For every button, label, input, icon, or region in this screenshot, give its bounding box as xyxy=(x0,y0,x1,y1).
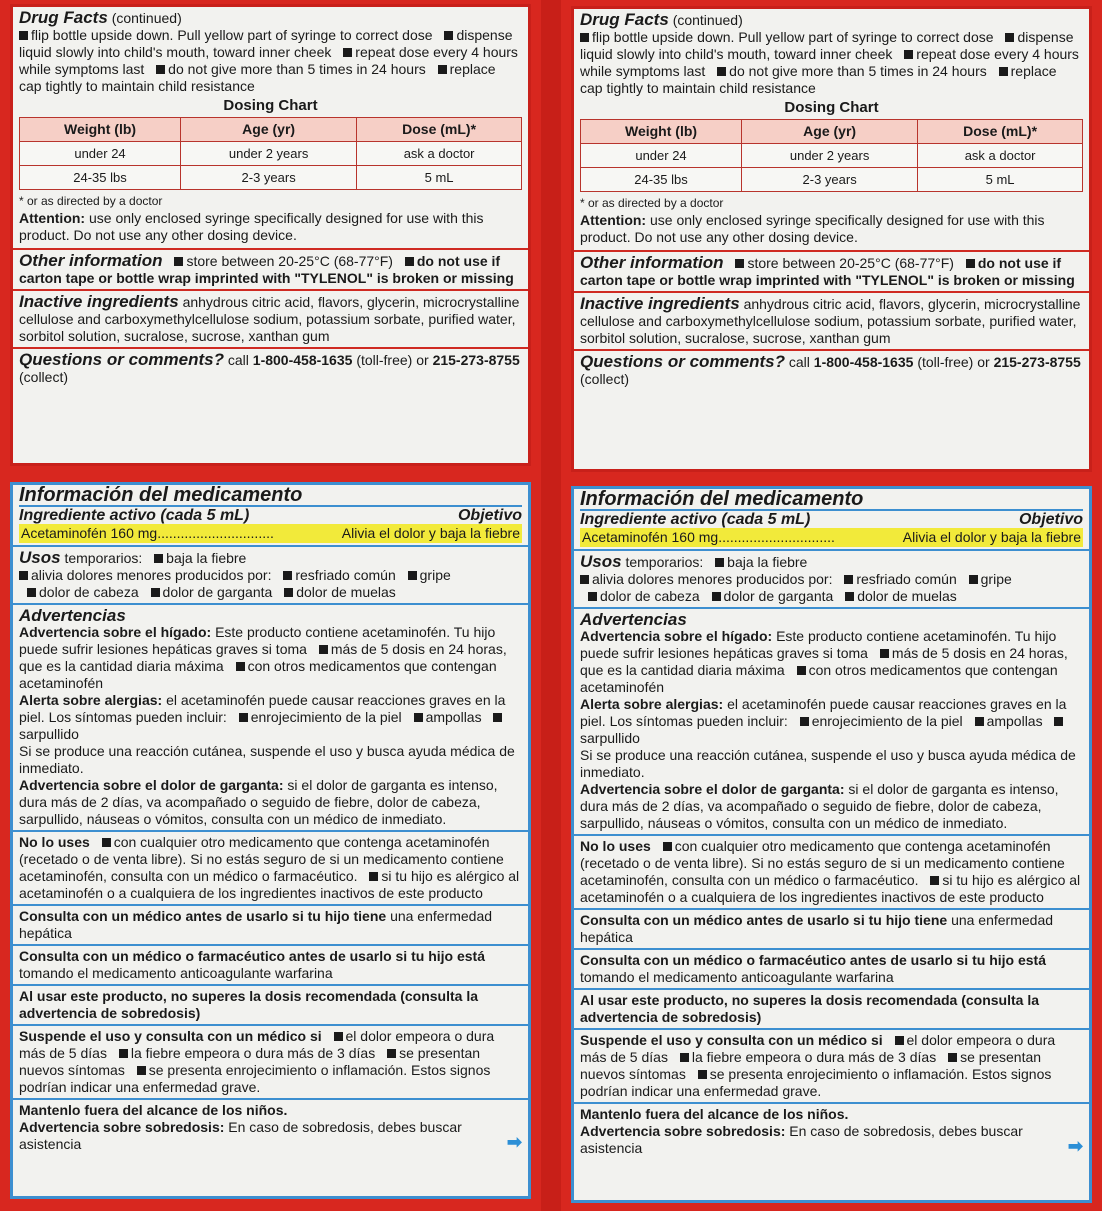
usos-item: dolor de cabeza xyxy=(600,588,700,604)
left-label-panel xyxy=(0,0,541,1211)
higado-label: Advertencia sobre el hígado: xyxy=(580,628,773,644)
ingrediente-section xyxy=(574,489,1089,551)
objetivo-value: Alivia el dolor y baja la fiebre xyxy=(341,525,520,541)
consulta-farmaceutico-section xyxy=(574,950,1089,990)
cell: 5 mL xyxy=(357,166,522,190)
direction-3: repeat dose every 4 hours while symptoms last xyxy=(580,46,1079,79)
no-lo-uses-section xyxy=(13,832,528,906)
usos-item: gripe xyxy=(980,571,1012,587)
advertencias-label: Advertencias xyxy=(19,606,126,625)
drug-facts-title: Drug Facts xyxy=(580,10,669,29)
usos-item: alivia dolores menores producidos por: xyxy=(31,567,272,583)
garganta-text: si el dolor de garganta es intenso, dura más de 2 días, va acompañado o seguido de fiebre, dolor de cabeza, sarpullido, náuseas o vómitos, consulta con un médico de inmediato. xyxy=(19,777,498,827)
sobredosis-label: Advertencia sobre sobredosis: xyxy=(580,1123,786,1139)
suspende-item: el dolor empeora o dura más de 5 días xyxy=(19,1028,495,1061)
ingrediente-value: Acetaminofén 160 mg.............................. xyxy=(582,529,835,545)
panel-divider xyxy=(541,0,561,1211)
ingrediente-section xyxy=(13,485,528,547)
alergias-item: ampollas xyxy=(425,709,482,725)
ingrediente-value: Acetaminofén 160 mg.............................. xyxy=(21,525,274,541)
inactive-text: anhydrous citric acid, flavors, glycerin, microcrystalline cellulose and carboxymethylcellulose sodium, potassium sorbate, purified water, sorbitol solution, sucralose, sucrose, xanthan gum xyxy=(580,296,1081,346)
do-not-use-text: do not use if carton tape or bottle wrap imprinted with "TYLENOL" is broken or missing xyxy=(19,253,514,286)
higado-item: más de 5 dosis en 24 horas, que es la cantidad diaria máxima xyxy=(580,645,1068,678)
phone-tollfree: 1-800-458-1635 xyxy=(813,354,914,370)
higado-text: Este producto contiene acetaminofén. Tu hijo puede sufrir lesiones hepáticas graves si toma xyxy=(19,624,496,657)
suspende-label: Suspende el uso y consulta con un médico si xyxy=(19,1028,322,1044)
no-lo-uses-item: con cualquier otro medicamento que contenga acetaminofén (recetado o de venta libre). Si no estás seguro de si un medicamento contiene acetaminofén, consulta con un médico o farmacéutico. xyxy=(19,834,504,884)
attention-text: use only enclosed syringe specifically designed for use with this product. Do not use any other dosing device. xyxy=(19,210,484,243)
direction-4: do not give more than 5 times in 24 hours xyxy=(729,63,987,79)
table-row xyxy=(581,168,1083,192)
attention-label: Attention: xyxy=(580,212,647,228)
consulta-farmaceutico-text: tomando el medicamento anticoagulante warfarina xyxy=(19,965,333,981)
mantenlo-text: Mantenlo fuera del alcance de los niños. xyxy=(580,1106,849,1122)
collect-text: (collect) xyxy=(580,371,630,387)
direction-4: do not give more than 5 times in 24 hours xyxy=(168,61,426,77)
suspende-item: el dolor empeora o dura más de 5 días xyxy=(580,1032,1056,1065)
inactive-label: Inactive ingredients xyxy=(19,292,179,311)
objetivo-value: Alivia el dolor y baja la fiebre xyxy=(902,529,1081,545)
informacion-box xyxy=(571,486,1092,1203)
consulta-medico-section xyxy=(13,906,528,946)
alergias-label: Alerta sobre alergias: xyxy=(19,692,163,708)
advertencias-section xyxy=(574,609,1089,836)
collect-text: (collect) xyxy=(19,369,69,385)
alergias-tail: Si se produce una reacción cutánea, suspende el uso y busca ayuda médica de inmediato. xyxy=(19,743,515,776)
consulta-farmaceutico-section xyxy=(13,946,528,986)
cell: 24-35 lbs xyxy=(20,166,181,190)
usos-item: alivia dolores menores producidos por: xyxy=(592,571,833,587)
no-lo-uses-item: si tu hijo es alérgico al acetaminofén o a cualquiera de los ingredientes inactivos de este producto xyxy=(580,872,1081,905)
arrow-right-icon: ➡ xyxy=(506,1132,522,1152)
usos-item: resfriado común xyxy=(295,567,396,583)
suspende-section xyxy=(574,1030,1089,1104)
table-row xyxy=(20,142,522,166)
alergias-item: sarpullido xyxy=(580,730,640,746)
suspende-item: se presentan nuevos síntomas xyxy=(580,1049,1042,1082)
cell: 5 mL xyxy=(918,168,1083,192)
cell: 2-3 years xyxy=(742,168,918,192)
directions-section xyxy=(574,9,1089,252)
table-row xyxy=(20,166,522,190)
consulta-farmaceutico-label: Consulta con un médico o farmacéutico antes de usarlo si tu hijo está xyxy=(19,948,485,964)
suspende-item: se presentan nuevos síntomas xyxy=(19,1045,481,1078)
usos-section xyxy=(13,547,528,605)
col-dose: Dose (mL)* xyxy=(918,120,1083,144)
drug-facts-box xyxy=(10,4,531,466)
questions-label: Questions or comments? xyxy=(580,352,785,371)
ingrediente-label: Ingrediente activo (cada 5 mL) xyxy=(19,507,250,524)
suspende-section xyxy=(13,1026,528,1100)
garganta-label: Advertencia sobre el dolor de garganta: xyxy=(19,777,284,793)
usos-label: Usos xyxy=(19,548,61,567)
drug-facts-title-suffix: (continued) xyxy=(672,12,743,28)
cell: ask a doctor xyxy=(357,142,522,166)
usos-item: dolor de garganta xyxy=(723,588,834,604)
informacion-box xyxy=(10,482,531,1199)
phone-tollfree: 1-800-458-1635 xyxy=(252,352,353,368)
arrow-right-icon: ➡ xyxy=(1067,1136,1083,1156)
al-usar-section: Al usar este producto, no superes la dosis recomendada (consulta la advertencia de sobredosis) xyxy=(13,986,528,1026)
attention-label: Attention: xyxy=(19,210,86,226)
informacion-title: Información del medicamento xyxy=(19,487,522,507)
usos-item: dolor de garganta xyxy=(162,584,273,600)
informacion-title: Información del medicamento xyxy=(580,491,1083,511)
col-weight: Weight (lb) xyxy=(20,118,181,142)
usos-item: baja la fiebre xyxy=(727,554,808,570)
drug-facts-title-suffix: (continued) xyxy=(111,10,182,26)
cell: ask a doctor xyxy=(918,144,1083,168)
other-information-section xyxy=(574,252,1089,293)
attention-text: use only enclosed syringe specifically designed for use with this product. Do not use any other dosing device. xyxy=(580,212,1045,245)
table-row xyxy=(581,144,1083,168)
alergias-item: sarpullido xyxy=(19,726,79,742)
cell: under 24 xyxy=(20,142,181,166)
call-text: call xyxy=(227,352,249,368)
questions-section xyxy=(574,351,1089,390)
inactive-ingredients-section xyxy=(574,293,1089,351)
consulta-medico-section xyxy=(574,910,1089,950)
suspende-label: Suspende el uso y consulta con un médico si xyxy=(580,1032,883,1048)
no-lo-uses-item: si tu hijo es alérgico al acetaminofén o a cualquiera de los ingredientes inactivos de este producto xyxy=(19,868,520,901)
cell: 2-3 years xyxy=(181,166,357,190)
consulta-farmaceutico-text: tomando el medicamento anticoagulante warfarina xyxy=(580,969,894,985)
dosing-footnote: * or as directed by a doctor xyxy=(19,194,163,208)
usos-item: resfriado común xyxy=(856,571,957,587)
cell: under 24 xyxy=(581,144,742,168)
usos-item: dolor de muelas xyxy=(857,588,957,604)
usos-item: dolor de muelas xyxy=(296,584,396,600)
higado-item: más de 5 dosis en 24 horas, que es la cantidad diaria máxima xyxy=(19,641,507,674)
alergias-item: enrojecimiento de la piel xyxy=(811,713,963,729)
no-lo-uses-label: No lo uses xyxy=(19,834,90,850)
ingrediente-label: Ingrediente activo (cada 5 mL) xyxy=(580,511,811,528)
ingrediente-highlight xyxy=(19,524,522,543)
ingrediente-highlight xyxy=(580,528,1083,547)
suspende-item: la fiebre empeora o dura más de 3 días xyxy=(130,1045,376,1061)
higado-item: con otros medicamentos que contengan acetaminofén xyxy=(19,658,497,691)
usos-label: Usos xyxy=(580,552,622,571)
cell: under 2 years xyxy=(181,142,357,166)
mantenlo-section xyxy=(574,1104,1089,1159)
mantenlo-section xyxy=(13,1100,528,1155)
dosing-footnote: * or as directed by a doctor xyxy=(580,196,724,210)
store-text: store between 20-25°C (68-77°F) xyxy=(186,253,393,269)
consulta-medico-label: Consulta con un médico antes de usarlo si tu hijo tiene xyxy=(19,908,387,924)
advertencias-label: Advertencias xyxy=(580,610,687,629)
drug-facts-box xyxy=(571,6,1092,472)
direction-1: flip bottle upside down. Pull yellow part of syringe to correct dose xyxy=(592,29,994,45)
questions-label: Questions or comments? xyxy=(19,350,224,369)
usos-temporarios: temporarios: xyxy=(625,554,704,570)
dosing-chart-title: Dosing Chart xyxy=(784,99,879,116)
sobredosis-text: En caso de sobredosis, debes buscar asistencia xyxy=(580,1123,1023,1156)
usos-item: dolor de cabeza xyxy=(39,584,139,600)
drug-facts-title: Drug Facts xyxy=(19,8,108,27)
dosing-chart-table xyxy=(580,119,1083,192)
tollfree-text: (toll-free) or xyxy=(917,354,990,370)
consulta-medico-text: una enfermedad hepática xyxy=(19,908,493,941)
do-not-use-text: do not use if carton tape or bottle wrap imprinted with "TYLENOL" is broken or missing xyxy=(580,255,1075,288)
directions-section xyxy=(13,7,528,250)
mantenlo-text: Mantenlo fuera del alcance de los niños. xyxy=(19,1102,288,1118)
dosing-chart-table xyxy=(19,117,522,190)
sobredosis-label: Advertencia sobre sobredosis: xyxy=(19,1119,225,1135)
usos-item: gripe xyxy=(419,567,451,583)
alergias-label: Alerta sobre alergias: xyxy=(580,696,724,712)
direction-2: dispense liquid slowly into child's mouth, toward inner cheek xyxy=(19,27,513,60)
direction-3: repeat dose every 4 hours while symptoms last xyxy=(19,44,518,77)
inactive-ingredients-section xyxy=(13,291,528,349)
alergias-tail: Si se produce una reacción cutánea, suspende el uso y busca ayuda médica de inmediato. xyxy=(580,747,1076,780)
questions-section xyxy=(13,349,528,388)
direction-2: dispense liquid slowly into child's mouth, toward inner cheek xyxy=(580,29,1074,62)
direction-5: replace cap tightly to maintain child resistance xyxy=(19,61,496,94)
higado-text: Este producto contiene acetaminofén. Tu hijo puede sufrir lesiones hepáticas graves si toma xyxy=(580,628,1057,661)
suspende-item: se presenta enrojecimiento o inflamación. Estos signos podrían indicar una enfermedad grave. xyxy=(19,1062,491,1095)
higado-item: con otros medicamentos que contengan acetaminofén xyxy=(580,662,1058,695)
right-label-panel xyxy=(561,0,1102,1211)
alergias-item: enrojecimiento de la piel xyxy=(250,709,402,725)
higado-label: Advertencia sobre el hígado: xyxy=(19,624,212,640)
consulta-medico-label: Consulta con un médico antes de usarlo si tu hijo tiene xyxy=(580,912,948,928)
no-lo-uses-section xyxy=(574,836,1089,910)
suspende-item: la fiebre empeora o dura más de 3 días xyxy=(691,1049,937,1065)
inactive-text: anhydrous citric acid, flavors, glycerin, microcrystalline cellulose and carboxymethylcellulose sodium, potassium sorbate, purified water, sorbitol solution, sucralose, sucrose, xanthan gum xyxy=(19,294,520,344)
col-age: Age (yr) xyxy=(742,120,918,144)
al-usar-section: Al usar este producto, no superes la dosis recomendada (consulta la advertencia de sobredosis) xyxy=(574,990,1089,1030)
phone-collect: 215-273-8755 xyxy=(432,352,520,368)
dosing-chart-title: Dosing Chart xyxy=(223,97,318,114)
phone-collect: 215-273-8755 xyxy=(993,354,1081,370)
store-text: store between 20-25°C (68-77°F) xyxy=(747,255,954,271)
usos-temporarios: temporarios: xyxy=(64,550,143,566)
suspende-item: se presenta enrojecimiento o inflamación. Estos signos podrían indicar una enfermedad grave. xyxy=(580,1066,1052,1099)
other-info-label: Other information xyxy=(580,253,724,272)
garganta-label: Advertencia sobre el dolor de garganta: xyxy=(580,781,845,797)
alergias-text: el acetaminofén puede causar reacciones graves en la piel. Los síntomas pueden incluir: xyxy=(19,692,506,725)
inactive-label: Inactive ingredients xyxy=(580,294,740,313)
alergias-item: ampollas xyxy=(986,713,1043,729)
other-info-label: Other information xyxy=(19,251,163,270)
cell: 24-35 lbs xyxy=(581,168,742,192)
call-text: call xyxy=(788,354,810,370)
sobredosis-text: En caso de sobredosis, debes buscar asistencia xyxy=(19,1119,462,1152)
direction-1: flip bottle upside down. Pull yellow part of syringe to correct dose xyxy=(31,27,433,43)
col-weight: Weight (lb) xyxy=(581,120,742,144)
objetivo-label: Objetivo xyxy=(457,507,522,524)
no-lo-uses-label: No lo uses xyxy=(580,838,651,854)
alergias-text: el acetaminofén puede causar reacciones graves en la piel. Los síntomas pueden incluir: xyxy=(580,696,1067,729)
tollfree-text: (toll-free) or xyxy=(356,352,429,368)
col-dose: Dose (mL)* xyxy=(357,118,522,142)
cell: under 2 years xyxy=(742,144,918,168)
other-information-section xyxy=(13,250,528,291)
usos-item: baja la fiebre xyxy=(166,550,247,566)
col-age: Age (yr) xyxy=(181,118,357,142)
garganta-text: si el dolor de garganta es intenso, dura más de 2 días, va acompañado o seguido de fiebre, dolor de cabeza, sarpullido, náuseas o vómitos, consulta con un médico de inmediato. xyxy=(580,781,1059,831)
consulta-medico-text: una enfermedad hepática xyxy=(580,912,1054,945)
consulta-farmaceutico-label: Consulta con un médico o farmacéutico antes de usarlo si tu hijo está xyxy=(580,952,1046,968)
no-lo-uses-item: con cualquier otro medicamento que contenga acetaminofén (recetado o de venta libre). Si no estás seguro de si un medicamento contiene acetaminofén, consulta con un médico o farmacéutico. xyxy=(580,838,1065,888)
advertencias-section xyxy=(13,605,528,832)
objetivo-label: Objetivo xyxy=(1018,511,1083,528)
direction-5: replace cap tightly to maintain child resistance xyxy=(580,63,1057,96)
usos-section xyxy=(574,551,1089,609)
